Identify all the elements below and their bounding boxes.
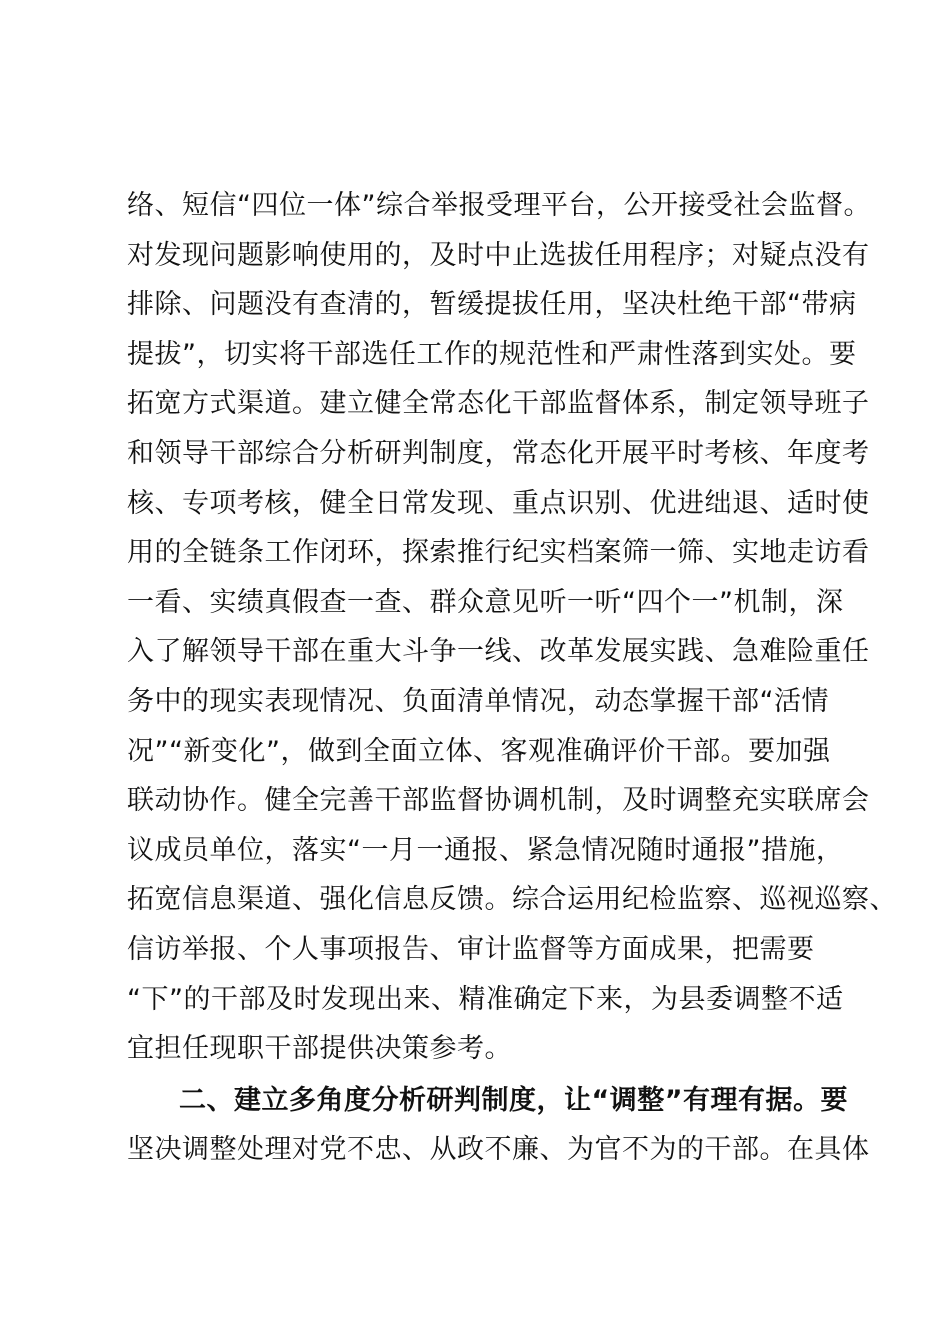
body-text	[127, 181, 897, 1175]
text-line: 入了解领导干部在重大斗争一线、改革发展实践、急难险重任	[127, 636, 870, 668]
text-line: “下”的干部及时发现出来、精准确定下来，为县委调整不适	[127, 983, 844, 1015]
text-line: 用的全链条工作闭环，探索推行纪实档案筛一筛、实地走访看	[127, 537, 870, 569]
text-line: 信访举报、个人事项报告、审计监督等方面成果，把需要	[127, 933, 815, 965]
text-line: 拓宽方式渠道。建立健全常态化干部监督体系，制定领导班子	[127, 388, 870, 420]
text-line: 坚决调整处理对党不忠、从政不廉、为官不为的干部。在具体	[127, 1134, 870, 1166]
text-line: 一看、实绩真假查一查、群众意见听一听“四个一”机制，深	[127, 586, 844, 618]
text-line: 务中的现实表现情况、负面清单情况，动态掌握干部“活情	[127, 685, 829, 717]
text-line: 和领导干部综合分析研判制度，常态化开展平时考核、年度考	[127, 437, 870, 469]
text-line: 核、专项考核，健全日常发现、重点识别、优进绌退、适时使	[127, 487, 870, 519]
text-line: 宜担任现职干部提供决策参考。	[127, 1033, 512, 1065]
text-line: 联动协作。健全完善干部监督协调机制，及时调整充实联席会	[127, 785, 870, 817]
text-line: 议成员单位，落实“一月一通报、紧急情况随时通报”措施，	[127, 834, 844, 866]
text-line: 络、短信“四位一体”综合举报受理平台，公开接受社会监督。	[127, 190, 871, 221]
text-line: 况”“新变化”，做到全面立体、客观准确评价干部。要加强	[127, 735, 831, 767]
text-line: 拓宽信息渠道、强化信息反馈。综合运用纪检监察、巡视巡察、	[127, 884, 897, 916]
text-line: 排除、问题没有查清的，暂缓提拔任用，坚决杜绝干部“带病	[127, 289, 857, 321]
text-line: 对发现问题影响使用的，及时中止选拔任用程序；对疑点没有	[127, 239, 870, 271]
section-heading: 二、建立多角度分析研判制度，让“调整”有理有据。要	[179, 1084, 848, 1116]
text-line: 提拔”，切实将干部选任工作的规范性和严肃性落到实处。要	[127, 338, 857, 370]
